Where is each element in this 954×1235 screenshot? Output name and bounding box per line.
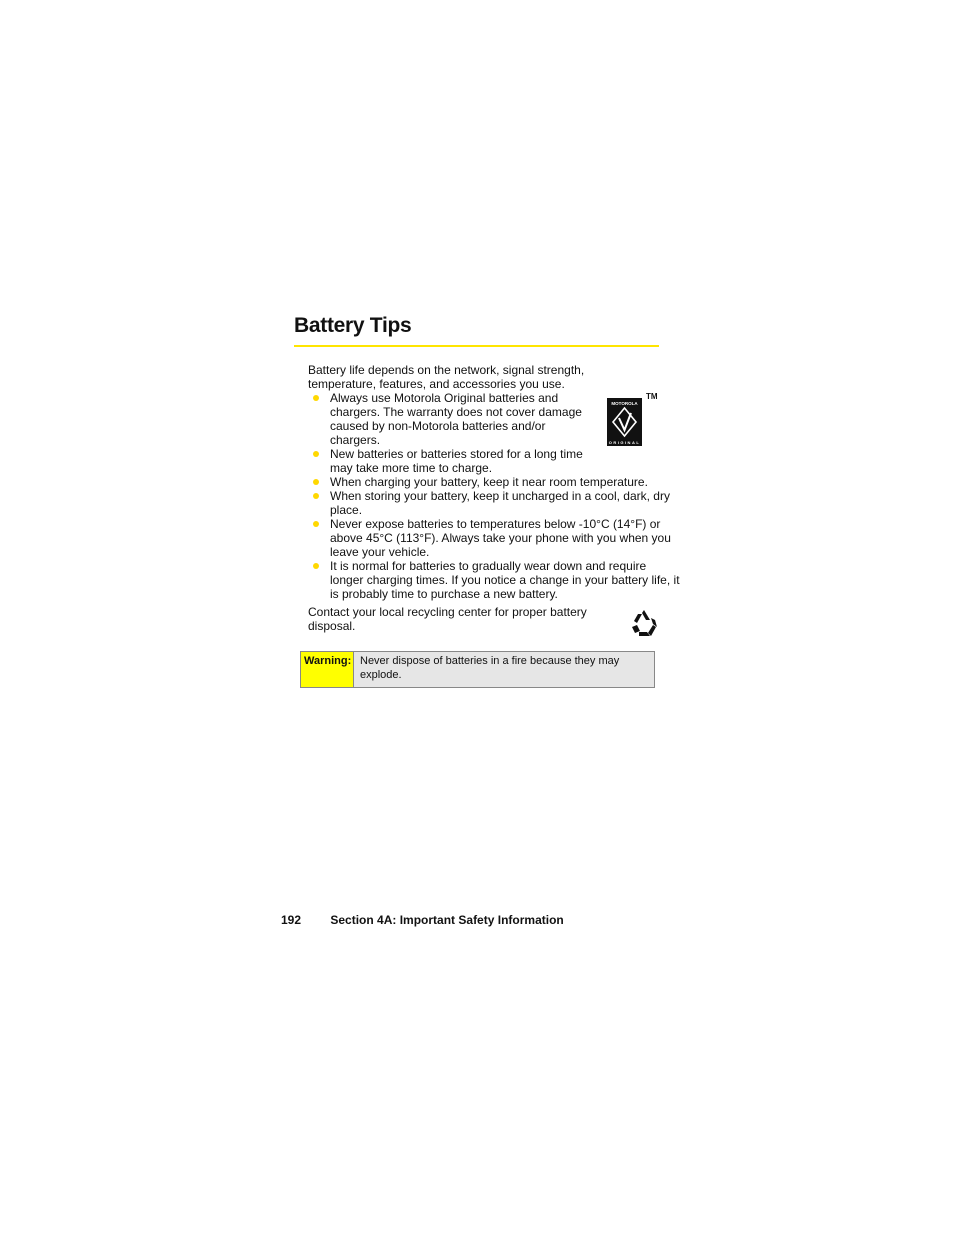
- list-item-text: It is normal for batteries to gradually wear down and require longer charging times. If you notice a change in your battery life, it is probably time to purchase a new battery.: [330, 559, 680, 601]
- motorola-original-logo-icon: [607, 398, 642, 446]
- list-item-text: When storing your battery, keep it uncharged in a cool, dark, dry place.: [330, 489, 670, 517]
- list-item: [310, 559, 680, 601]
- logo-brand-text: MOTOROLA: [611, 401, 638, 406]
- list-item: [310, 447, 600, 475]
- recycling-paragraph: Contact your local recycling center for proper battery disposal.: [308, 605, 587, 633]
- bullet-dot-icon: [313, 479, 319, 485]
- bullet-dot-icon: [313, 395, 319, 401]
- logo-subtitle-text: ORIGINAL: [608, 440, 641, 445]
- warning-text: Never dispose of batteries in a fire because they may explode.: [354, 652, 654, 687]
- list-item-text: New batteries or batteries stored for a long time may take more time to charge.: [330, 447, 583, 475]
- list-item: [310, 391, 590, 447]
- list-item: [310, 517, 680, 559]
- intro-paragraph: Battery life depends on the network, signal strength, temperature, features, and accessories you use.: [308, 363, 585, 391]
- page-title: Battery Tips: [294, 314, 412, 337]
- list-item-text: Never expose batteries to temperatures below -10°C (14°F) or above 45°C (113°F). Always take your phone with you when you leave your vehicle.: [330, 517, 671, 559]
- bullet-dot-icon: [313, 451, 319, 457]
- bullet-dot-icon: [313, 521, 319, 527]
- bullet-dot-icon: [313, 493, 319, 499]
- bullet-dot-icon: [313, 563, 319, 569]
- list-item: [310, 489, 675, 517]
- list-item-text: When charging your battery, keep it near room temperature.: [330, 475, 648, 489]
- title-underline: [294, 345, 659, 347]
- warning-label: Warning:: [301, 652, 354, 687]
- list-item-text: Always use Motorola Original batteries and chargers. The warranty does not cover damage caused by non-Motorola batteries and/or chargers.: [330, 391, 582, 447]
- list-item: [310, 475, 680, 489]
- page-footer: [281, 913, 564, 927]
- section-title: Section 4A: Important Safety Information: [330, 913, 564, 927]
- recycle-icon: [629, 608, 659, 638]
- warning-box: [300, 651, 655, 688]
- page-number: 192: [281, 913, 302, 927]
- trademark-mark: TM: [646, 392, 658, 401]
